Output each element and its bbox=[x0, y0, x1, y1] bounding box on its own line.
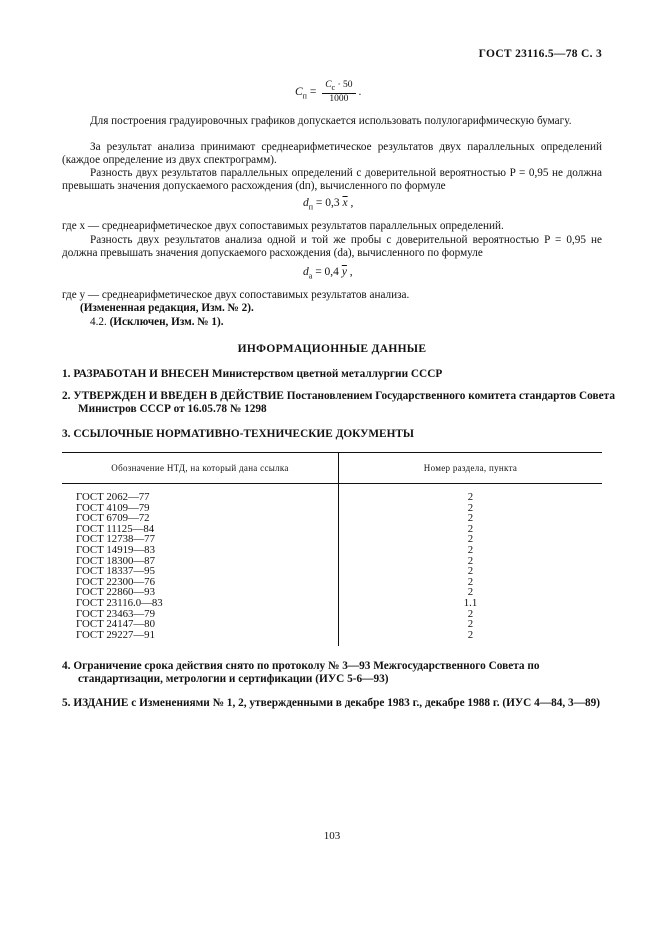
reference-table bbox=[62, 452, 602, 646]
section-5: 5. ИЗДАНИЕ с Изменениями № 1, 2, утвержденными в декабре 1983 г., декабре 1988 г. (ИУС 4—84, 3—89) bbox=[62, 697, 601, 709]
table-cell-doc: ГОСТ 12738—77 bbox=[62, 534, 339, 545]
table-cell-ref: 2 bbox=[467, 618, 474, 631]
paragraph-analysis-diff: Разность двух результатов анализа одной и той же пробы с доверительной вероятностью P = 0,95 не должна превышать значения допускаемого расхождения (dа), вычисленного по формуле bbox=[62, 234, 602, 259]
table-row bbox=[62, 545, 602, 556]
table-cell-doc: ГОСТ 22860—93 bbox=[62, 587, 339, 598]
formula-da: $d_а = 0,4$ $\overline{y}$ , bbox=[303, 266, 353, 281]
document-page bbox=[62, 0, 615, 936]
table-cell-doc: ГОСТ 29227—91 bbox=[62, 630, 339, 647]
table-header-ntd: Обозначение НТД, на который дана ссылка bbox=[62, 453, 339, 484]
section-2: 2. УТВЕРЖДЕН И ВВЕДЕН В ДЕЙСТВИЕ Постановлением Государственного комитета стандартов Совета Министров СССР от 16.05.78 № 1298 bbox=[62, 390, 615, 415]
table-cell-doc: ГОСТ 11125—84 bbox=[62, 524, 339, 535]
table-cell-ref: 2 bbox=[467, 628, 474, 641]
table-cell-doc: ГОСТ 24147—80 bbox=[62, 619, 339, 630]
section-3: 3. ССЫЛОЧНЫЕ НОРМАТИВНО-ТЕХНИЧЕСКИЕ ДОКУМЕНТЫ bbox=[62, 428, 415, 440]
table-cell-ref: 2 bbox=[467, 543, 474, 556]
paragraph-amendment: (Измененная редакция, Изм. № 2). bbox=[80, 302, 254, 314]
table-cell-ref: 2 bbox=[467, 501, 474, 514]
table-row bbox=[62, 630, 602, 647]
page-header: ГОСТ 23116.5—78 С. 3 bbox=[478, 48, 602, 60]
paragraph-4-2: 4.2. (Исключен, Изм. № 1). bbox=[90, 316, 224, 328]
table-cell-ref: 2 bbox=[467, 575, 474, 588]
table-cell-doc: ГОСТ 6709—72 bbox=[62, 513, 339, 524]
table-cell-doc: ГОСТ 14919—83 bbox=[62, 545, 339, 556]
table-cell-ref: 1.1 bbox=[463, 596, 478, 609]
table-cell-ref: 2 bbox=[467, 607, 474, 620]
paragraph-where-y: где y — среднеарифметическое двух сопоставимых результатов анализа. bbox=[62, 289, 410, 301]
table-row bbox=[62, 598, 602, 609]
table-cell-doc: ГОСТ 23463—79 bbox=[62, 609, 339, 620]
table-cell-doc: ГОСТ 22300—76 bbox=[62, 577, 339, 588]
table-cell-ref: 2 bbox=[467, 565, 474, 578]
paragraph-graphs: Для построения градуировочных графиков допускается использовать полулогарифмическую бумагу. bbox=[90, 115, 572, 127]
table-cell-doc: ГОСТ 23116.0—83 bbox=[62, 598, 339, 609]
table-cell-doc: ГОСТ 2062—77 bbox=[62, 484, 339, 503]
paragraph-result: За результат анализа принимают среднеарифметическое результатов двух параллельных определений (каждое определение из двух спектрограмм). bbox=[62, 141, 602, 166]
table-cell-ref: 2 bbox=[467, 491, 474, 503]
info-title: ИНФОРМАЦИОННЫЕ ДАННЫЕ bbox=[237, 343, 427, 355]
formula-dn: $d_п = 0,3$ $\overline{x}$ , bbox=[303, 197, 354, 212]
table-header-section: Номер раздела, пункта bbox=[339, 453, 603, 484]
table-row bbox=[62, 484, 602, 503]
table-cell-ref: 2 bbox=[467, 512, 474, 525]
table-cell-doc: ГОСТ 4109—79 bbox=[62, 503, 339, 514]
page-number: 103 bbox=[323, 830, 341, 842]
section-1: 1. РАЗРАБОТАН И ВНЕСЕН Министерством цветной металлургии СССР bbox=[62, 368, 443, 380]
table-cell-ref: 2 bbox=[467, 554, 474, 567]
table-cell-ref: 2 bbox=[467, 522, 474, 535]
table-cell-ref: 2 bbox=[467, 533, 474, 546]
table-cell-doc: ГОСТ 18300—87 bbox=[62, 556, 339, 567]
table-cell-ref: 2 bbox=[467, 586, 474, 599]
section-4: 4. Ограничение срока действия снято по протоколу № 3—93 Межгосударственного Совета по стандартизации, метрологии и сертификации (ИУС 5-6—93) bbox=[62, 660, 540, 685]
paragraph-where-x: где x — среднеарифметическое двух сопоставимых результатов параллельных определений. bbox=[62, 220, 504, 232]
paragraph-parallel-diff: Разность двух результатов параллельных определений с доверительной вероятностью P = 0,95 не должна превышать значения допускаемого расхождения (dп), вычисленного по формуле bbox=[62, 167, 602, 192]
formula-cn: $C_п$ = $\frac{C_c \cdot 50}{1000}$ . bbox=[295, 80, 362, 104]
table-cell-doc: ГОСТ 18337—95 bbox=[62, 566, 339, 577]
